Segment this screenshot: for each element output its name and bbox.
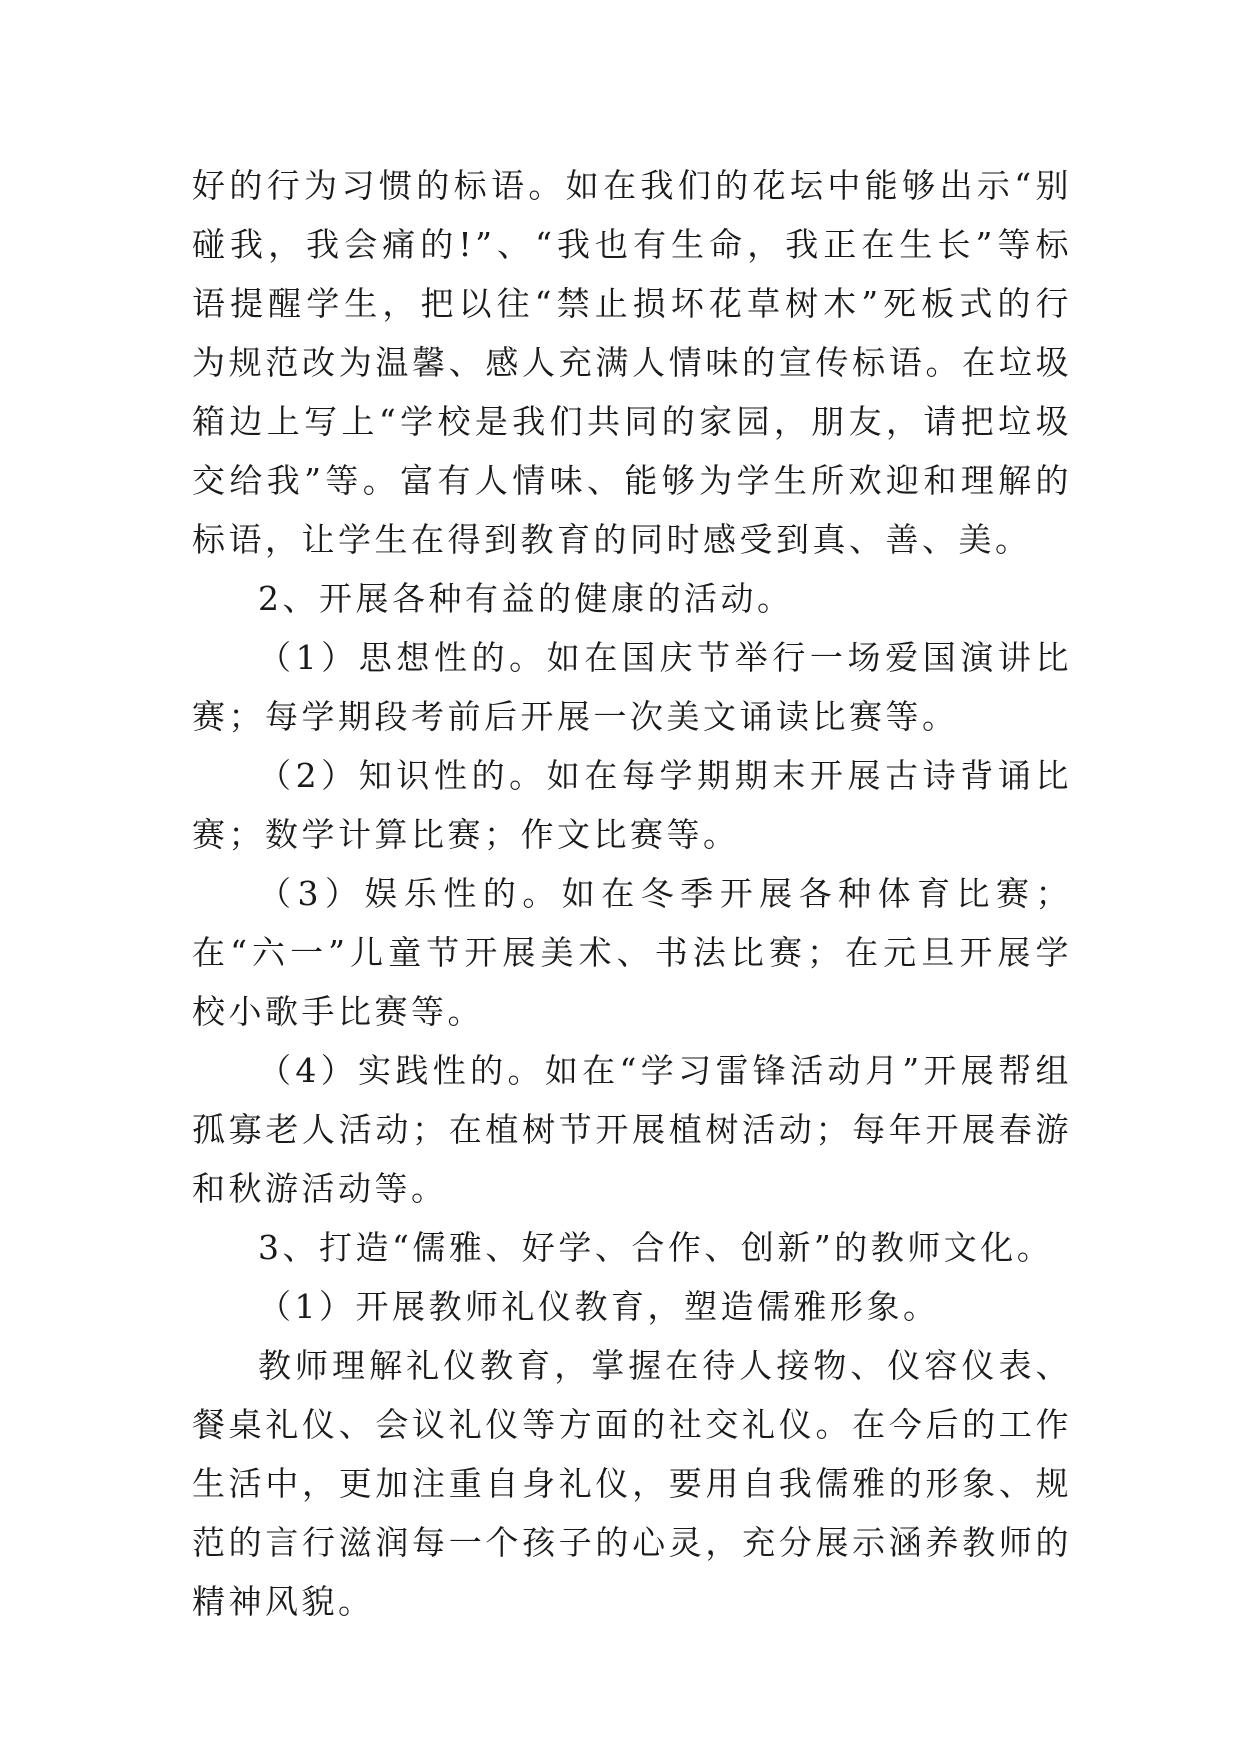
paragraph-etiquette-body: 教师理解礼仪教育，掌握在待人接物、仪容仪表、餐桌礼仪、会议礼仪等方面的社交礼仪。在今后的工作生活中，更加注重自身礼仪，要用自我儒雅的形象、规范的言行滋润每一个孩子的心灵，充分展示涵养教师的精神风貌。 [192,1346,1072,1621]
paragraph-etiquette-heading: （1）开展教师礼仪教育，塑造儒雅形象。 [258,1287,940,1326]
paragraph-heading-activities: 2、开展各种有益的健康的活动。 [258,579,794,618]
paragraph-practice: （4）实践性的。如在“学习雷锋活动月”开展帮组孤寡老人活动；在植树节开展植树活动；每年开展春游和秋游活动等。 [192,1051,1072,1208]
document-body [192,156,1072,1631]
paragraph-slogans: 好的行为习惯的标语。如在我们的花坛中能够出示“别碰我，我会痛的!”、“我也有生命，我正在生长”等标语提醒学生，把以往“禁止损坏花草树木”死板式的行为规范改为温馨、感人充满人情味的宣传标语。在垃圾箱边上写上“学校是我们共同的家园，朋友，请把垃圾交给我”等。富有人情味、能够为学生所欢迎和理解的标语，让学生在得到教育的同时感受到真、善、美。 [192,166,1072,559]
paragraph-entertainment: （3）娱乐性的。如在冬季开展各种体育比赛；在“六一”儿童节开展美术、书法比赛；在元旦开展学校小歌手比赛等。 [192,874,1072,1031]
paragraph-knowledge: （2）知识性的。如在每学期期末开展古诗背诵比赛；数学计算比赛；作文比赛等。 [192,756,1072,854]
paragraph-heading-teacher-culture: 3、打造“儒雅、好学、合作、创新”的教师文化。 [258,1228,1054,1267]
paragraph-ideological: （1）思想性的。如在国庆节举行一场爱国演讲比赛；每学期段考前后开展一次美文诵读比赛等。 [192,638,1072,736]
